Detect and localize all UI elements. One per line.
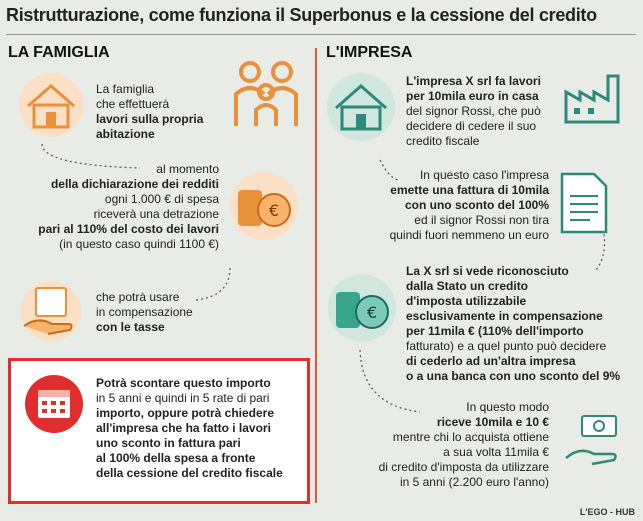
calendar-icon xyxy=(24,374,84,434)
famiglia-step3: che potrà usare in compensazione con le tasse xyxy=(96,290,193,334)
impresa-step4: In questo modo riceve 10mila e 10 € mentre chi lo acquista ottiene a sua volta 11mila € di credito d'imposta da utilizzare in 5 anni (2.200 euro l'anno) xyxy=(378,400,549,489)
impresa-step3: La X srl si vede riconosciuto dalla Stato un credito d'imposta utilizzabile esclusivamente in compensazione per 11mila € (110% dell'importo fatturato) e a quel punto può decidere di cederlo ad un'altra impresa o a una banca con uno sconto del 9% xyxy=(406,264,621,383)
hand-money-icon xyxy=(562,412,630,468)
svg-text:€: € xyxy=(268,201,280,220)
coins-icon xyxy=(326,272,398,344)
famiglia-header: LA FAMIGLIA xyxy=(8,44,110,61)
impresa-step1: L'impresa X srl fa lavori per 10mila euro in casa del signor Rossi, che può decidere di cedere il suo credito fiscale xyxy=(406,74,541,148)
factory-icon xyxy=(562,70,628,126)
svg-text:€: € xyxy=(366,303,378,322)
invoice-icon xyxy=(556,172,612,234)
famiglia-step1: La famiglia che effettuerà lavori sulla propria abitazione xyxy=(96,82,204,141)
impresa-header: L'IMPRESA xyxy=(326,44,413,61)
source-credit: L'EGO - HUB xyxy=(579,507,635,517)
famiglia-step4: Potrà scontare questo importo in 5 anni e quindi in 5 rate di pari importo, oppure potrà chiedere all'impresa che ha fatto i lavori uno sconto in fattura pari al 100% della spesa a fronte della cessione del credito fiscale xyxy=(96,376,283,480)
page-title: Ristrutturazione, come funziona il Superbonus e la cessione del credito xyxy=(6,5,597,25)
impresa-step2: In questo caso l'impresa emette una fattura di 10mila con uno sconto del 100% ed il signor Rossi non tira quindi fuori nemmeno un euro xyxy=(389,168,549,242)
famiglia-step2: al momento della dichiarazione dei redditi ogni 1.000 € di spesa riceverà una detrazione pari al 110% del costo dei lavori (in questo caso quindi 1100 €) xyxy=(38,162,219,251)
house-icon xyxy=(326,72,396,142)
